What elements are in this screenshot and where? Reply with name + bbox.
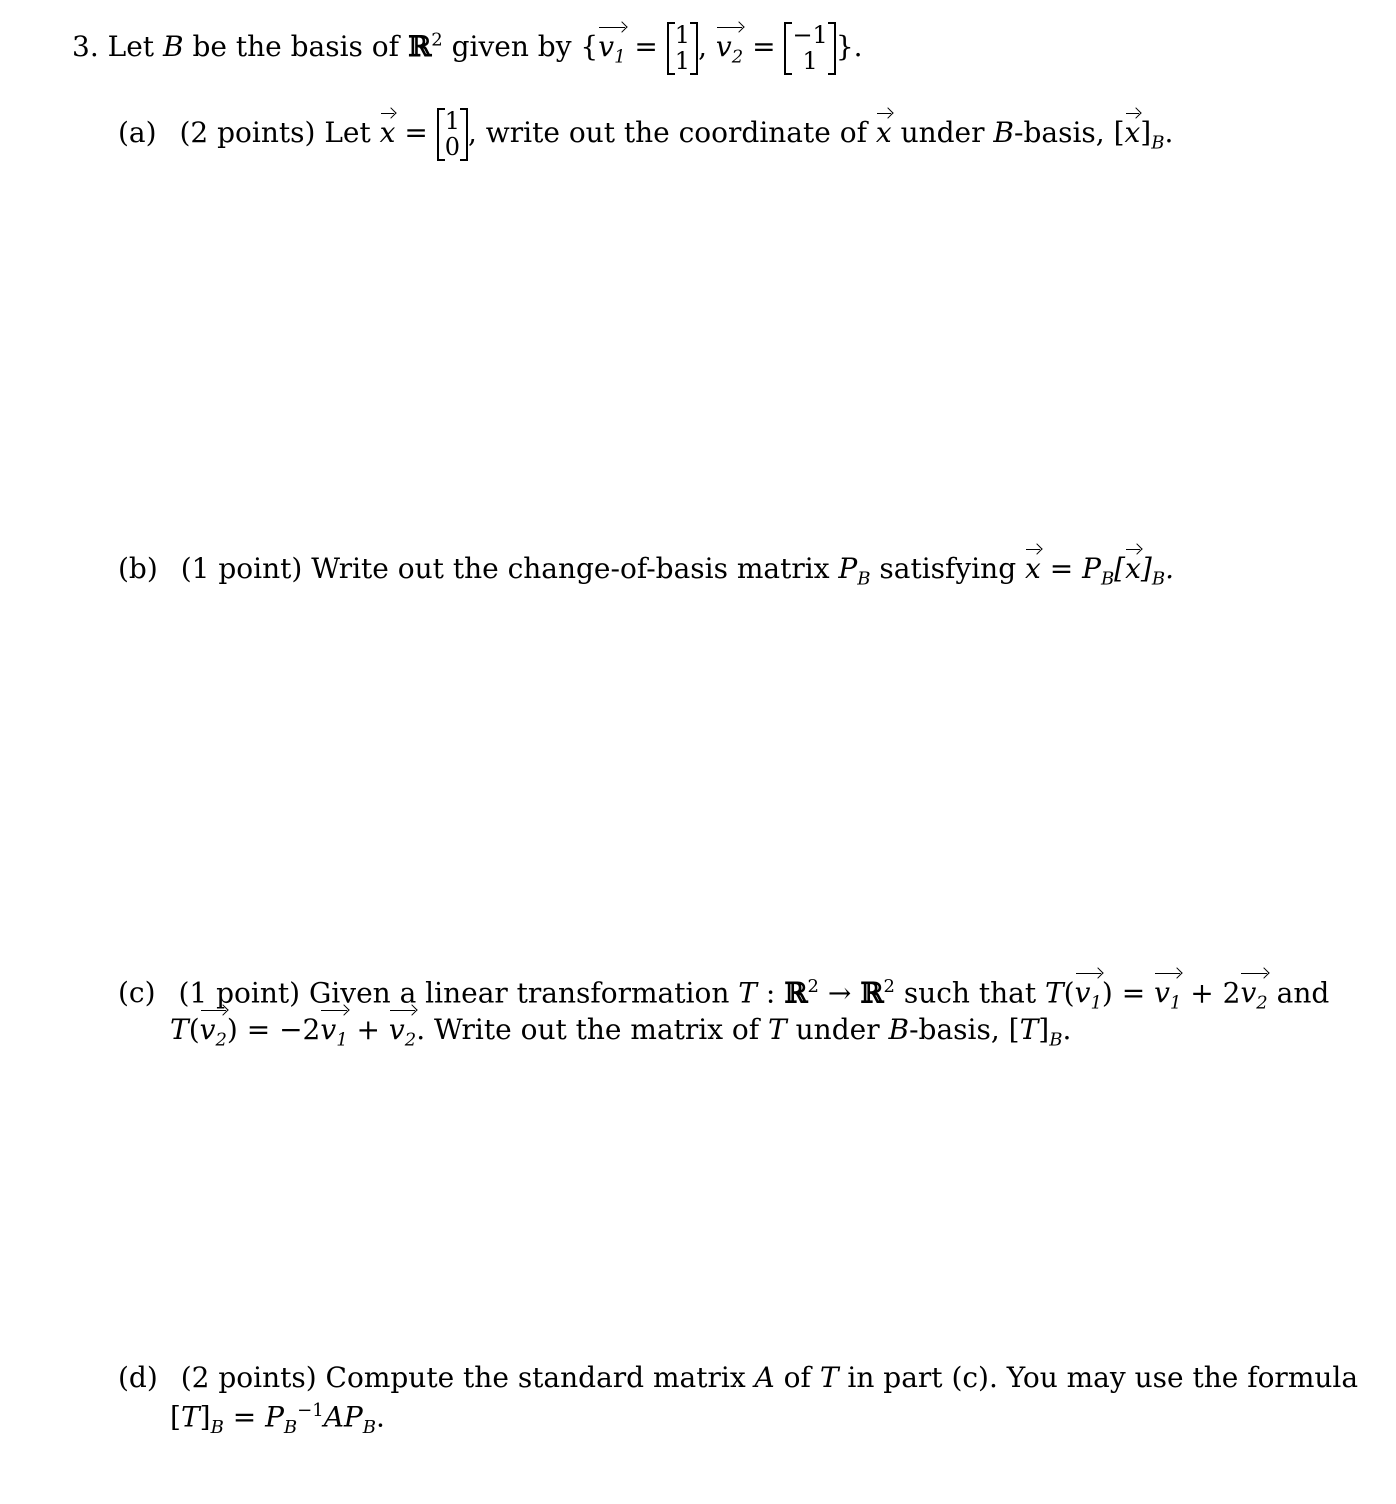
part-b-text-2: satisfying bbox=[879, 552, 1017, 585]
part-c-text-5: under bbox=[795, 1013, 880, 1046]
part-b-points: (1 point) bbox=[180, 552, 303, 585]
part-d-text-1: Compute the standard matrix bbox=[325, 1361, 746, 1394]
pb-matrix: $P_B$ bbox=[838, 552, 871, 590]
x-vector-b: x bbox=[1025, 552, 1041, 585]
v2-matrix: −1 1 bbox=[784, 22, 835, 75]
x-matrix: 1 0 bbox=[437, 108, 468, 161]
part-a-text-1: Let bbox=[324, 115, 371, 149]
part-c-points: (1 point) bbox=[178, 976, 301, 1010]
problem-text-3: given by { bbox=[451, 29, 599, 63]
problem-number: 3. bbox=[72, 29, 99, 63]
part-a: (a) (2 points) Let x = 1 0 , write out the coordinate of x under B-basis, $[x]_B$. bbox=[118, 107, 1174, 162]
part-d-label: (d) bbox=[118, 1361, 158, 1394]
part-b-text: Write out the change-of-basis matrix bbox=[311, 552, 830, 585]
part-a-points: (2 points) bbox=[179, 115, 316, 149]
part-d-text-3: in part (c). You may use the formula bbox=[847, 1361, 1359, 1394]
part-c-text-6: -basis, bbox=[909, 1013, 1000, 1046]
part-c-text-3: and bbox=[1276, 976, 1330, 1010]
part-d-points: (2 points) bbox=[180, 1361, 317, 1394]
x-vector-2: x bbox=[875, 115, 892, 149]
x-vector: x bbox=[379, 115, 396, 149]
part-c-text-4: . Write out the matrix of bbox=[416, 1013, 760, 1046]
part-d-text-2: of bbox=[783, 1361, 811, 1394]
part-c-text-2: such that bbox=[903, 976, 1037, 1010]
v1-matrix: 1 1 bbox=[667, 22, 698, 75]
basis-symbol-a: B bbox=[993, 115, 1014, 149]
v2-vector: $v_2$ bbox=[715, 29, 744, 68]
part-c-line-2: $T(v_2) = -2v_1 + v_2$. Write out the matrix of T under B-basis, $[T]_B$. bbox=[170, 1013, 1072, 1051]
problem-statement: 3. Let B be the basis of ℝ$^2$ given by {$v_1$ = 1 1 , $v_2$ = −1 1 }. bbox=[72, 21, 863, 76]
v1-vector: $v_1$ bbox=[598, 29, 626, 68]
part-c-line-1: (c) (1 point) Given a linear transformation T : ℝ$^2$ → ℝ$^2$ such that $T(v_1) = v_1 + 2v_2$ and bbox=[118, 976, 1330, 1014]
part-d-line-1: (d) (2 points) Compute the standard matrix A of T in part (c). You may use the formula bbox=[118, 1361, 1359, 1394]
problem-close: }. bbox=[835, 29, 863, 63]
part-c-label: (c) bbox=[118, 976, 156, 1010]
part-a-text-3: under bbox=[900, 115, 985, 149]
x-vector-3: x bbox=[1124, 115, 1141, 149]
problem-text-2: be the basis of bbox=[192, 29, 400, 63]
part-b bbox=[118, 552, 1174, 590]
part-b-label: (b) bbox=[118, 552, 158, 585]
problem-text-1: Let bbox=[107, 29, 155, 63]
part-a-text-4: -basis, [ bbox=[1014, 115, 1125, 149]
part-a-text-2: , write out the coordinate of bbox=[467, 115, 867, 149]
part-d-line-2: $[T]_B = P_B^{-1}AP_B$. bbox=[170, 1400, 385, 1438]
basis-symbol: B bbox=[162, 29, 184, 63]
part-a-label: (a) bbox=[118, 115, 157, 149]
space-symbol: ℝ$^2$ bbox=[407, 29, 443, 63]
part-c-text-1: Given a linear transformation bbox=[308, 976, 730, 1010]
part-b-equation: = $P_B[x]_B$. bbox=[1049, 552, 1174, 590]
